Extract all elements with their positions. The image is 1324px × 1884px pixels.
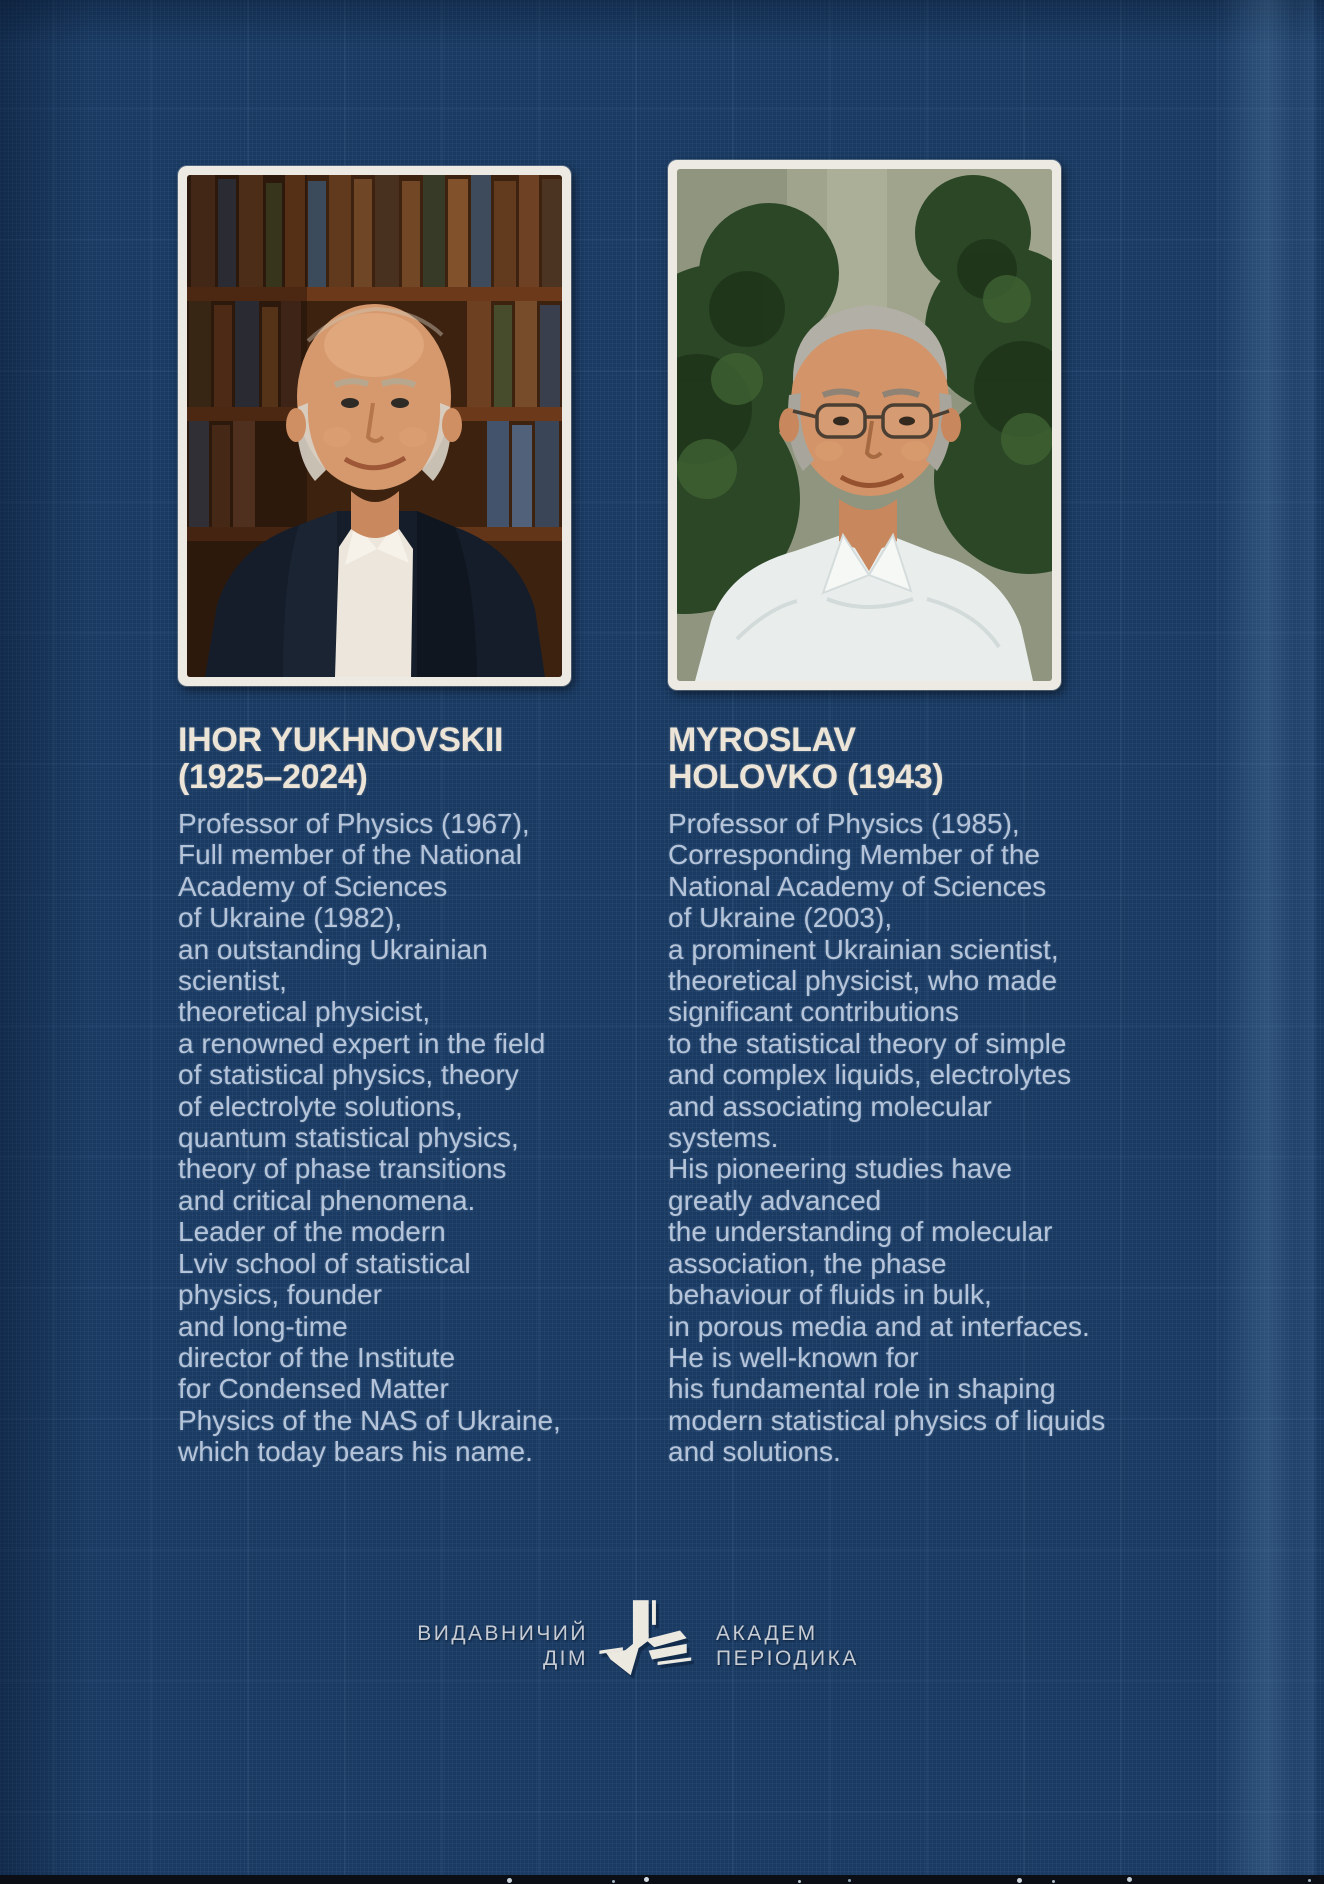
publisher-right-line-2: ПЕРІОДИКА	[716, 1647, 859, 1670]
photo-holovko	[668, 160, 1061, 690]
bio-line: His pioneering studies have	[668, 1153, 1012, 1185]
bio-line: and critical phenomena.	[178, 1184, 476, 1216]
scan-speckles	[0, 1878, 3, 1881]
name-holovko	[668, 722, 1138, 796]
akademperiodyka-logo-icon	[596, 1589, 708, 1701]
bio-line: of Ukraine (2003),	[668, 902, 893, 934]
bio-line: his fundamental role in shaping	[668, 1373, 1056, 1405]
name-line-2: (1925–2024)	[178, 758, 368, 796]
bio-line: of statistical physics, theory	[178, 1059, 519, 1091]
bio-line: quantum statistical physics,	[178, 1122, 519, 1154]
bio-line: modern statistical physics of liquids	[668, 1404, 1106, 1436]
publisher-name-left	[368, 1621, 588, 1671]
bio-line: Full member of the National	[178, 839, 522, 871]
bio-line: theoretical physicist,	[178, 996, 431, 1028]
bio-line: of electrolyte solutions,	[178, 1090, 463, 1122]
bio-line: which today bears his name.	[178, 1436, 533, 1468]
bio-line: greatly advanced	[668, 1184, 882, 1216]
bio-line: and solutions.	[668, 1436, 841, 1468]
publisher-block	[0, 1585, 1324, 1705]
bio-line: Lviv school of statistical	[178, 1247, 471, 1279]
bio-line: association, the phase	[668, 1247, 947, 1279]
publisher-left-line-1: ВИДАВНИЧИЙ	[417, 1622, 588, 1645]
bio-line: Corresponding Member of the	[668, 839, 1040, 871]
bio-line: and complex liquids, electrolytes	[668, 1059, 1072, 1091]
bio-line: an outstanding Ukrainian	[178, 933, 488, 965]
bio-line: Professor of Physics (1985),	[668, 808, 1020, 839]
publisher-name-right	[716, 1621, 976, 1671]
bio-line: theory of phase transitions	[178, 1153, 507, 1185]
bio-line: a renowned expert in the field	[178, 1027, 546, 1059]
bio-line: physics, founder	[178, 1279, 382, 1311]
bio-line: systems.	[668, 1122, 779, 1154]
profile-holovko	[668, 722, 1138, 1468]
bio-line: of Ukraine (1982),	[178, 902, 403, 934]
bio-line: a prominent Ukrainian scientist,	[668, 933, 1059, 965]
bio-line: theoretical physicist, who made	[668, 965, 1058, 997]
name-line-2: HOLOVKO (1943)	[668, 758, 944, 796]
name-line-1: IHOR YUKHNOVSKII	[178, 721, 504, 759]
bio-line: in porous media and at interfaces.	[668, 1310, 1090, 1342]
bio-line: the understanding of molecular	[668, 1216, 1053, 1248]
bio-line: director of the Institute	[178, 1341, 456, 1373]
bio-line: for Condensed Matter	[178, 1373, 449, 1405]
bio-line: and associating molecular	[668, 1090, 992, 1122]
portrait-holovko-image	[677, 169, 1052, 681]
scan-edge-artifact	[0, 1875, 1324, 1884]
bio-line: and long-time	[178, 1310, 348, 1342]
profile-yukhnovskii	[178, 722, 648, 1468]
bio-yukhnovskii	[178, 808, 648, 1468]
photo-yukhnovskii	[178, 166, 571, 686]
portrait-yukhnovskii-image	[187, 175, 562, 677]
bio-line: behaviour of fluids in bulk,	[668, 1279, 992, 1311]
name-yukhnovskii	[178, 722, 648, 796]
bio-line: National Academy of Sciences	[668, 870, 1047, 902]
bio-line: to the statistical theory of simple	[668, 1027, 1067, 1059]
publisher-left-line-2: ДІМ	[542, 1647, 588, 1670]
bio-line: Leader of the modern	[178, 1216, 446, 1248]
publisher-right-line-1: АКАДЕМ	[716, 1622, 818, 1645]
bio-line: significant contributions	[668, 996, 960, 1028]
top-edge-shadow	[0, 0, 1324, 46]
bio-line: Professor of Physics (1967),	[178, 808, 530, 839]
bio-line: Physics of the NAS of Ukraine,	[178, 1404, 561, 1436]
bio-holovko	[668, 808, 1138, 1468]
bio-line: scientist,	[178, 965, 287, 997]
bio-line: Academy of Sciences	[178, 870, 448, 902]
bio-line: He is well-known for	[668, 1341, 919, 1373]
name-line-1: MYROSLAV	[668, 721, 856, 759]
